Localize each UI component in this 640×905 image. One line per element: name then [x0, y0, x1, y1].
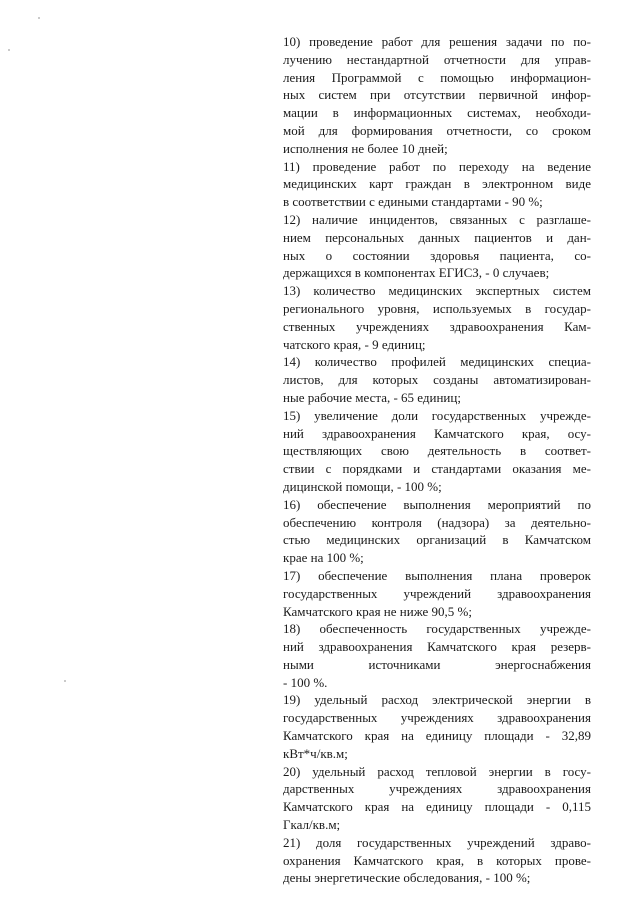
paragraph-line: дены энергетические обследования, - 100 %;: [283, 870, 531, 886]
paragraph-line: государственных учреждений здравоохранения: [283, 585, 591, 601]
paragraph-line: держащихся в компонентах ЕГИСЗ, - 0 случаев;: [283, 265, 550, 281]
paragraph-line: кВт*ч/кв.м;: [283, 745, 348, 761]
paragraph-line: мой для формирования отчетности, со сроком: [283, 122, 591, 138]
paragraph-line: ления Программой с помощью информацион-: [283, 69, 591, 85]
paragraph-line: стью медицинских организаций в Камчатском: [283, 532, 591, 548]
paragraph-line: государственных учреждениях здравоохранения: [283, 710, 591, 726]
document-text-column: [283, 33, 591, 887]
list-paragraph-item-17: [283, 567, 591, 620]
paragraph-line: ществляющих свою деятельность в соответ-: [283, 443, 591, 459]
paragraph-line: 18) обеспеченность государственных учрежде-: [283, 621, 591, 637]
scan-speck: [8, 49, 10, 51]
paragraph-line: ными источниками энергоснабжения: [283, 656, 591, 672]
paragraph-line: в соответствии с едиными стандартами - 90 %;: [283, 194, 543, 210]
paragraph-line: Гкал/кв.м;: [283, 817, 341, 833]
list-paragraph-item-15: [283, 407, 591, 496]
paragraph-line: 10) проведение работ для решения задачи по по-: [283, 34, 591, 49]
paragraph-line: - 100 %.: [283, 674, 328, 690]
paragraph-line: чатского края, - 9 единиц;: [283, 336, 426, 352]
paragraph-line: 14) количество профилей медицинских специа-: [283, 354, 591, 370]
paragraph-line: нием персональных данных пациентов и дан-: [283, 229, 591, 245]
list-paragraph-item-18: [283, 620, 591, 691]
paragraph-line: регионального уровня, используемых в государ-: [283, 300, 591, 316]
paragraph-line: Камчатского края не ниже 90,5 %;: [283, 603, 472, 619]
scan-speck: [64, 680, 66, 682]
paragraph-line: ные рабочие места, - 65 единиц;: [283, 389, 461, 405]
paragraph-line: 17) обеспечение выполнения плана проверок: [283, 567, 591, 583]
paragraph-line: ных систем при отсутствии первичной инфор-: [283, 87, 591, 103]
paragraph-line: 21) доля государственных учреждений здраво-: [283, 834, 591, 850]
list-paragraph-item-12: [283, 211, 591, 282]
paragraph-line: 19) удельный расход электрической энергии в: [283, 692, 591, 708]
paragraph-line: обеспечению контроля (надзора) за деятельно-: [283, 514, 591, 530]
paragraph-line: ний здравоохранения Камчатского края, осу-: [283, 425, 591, 441]
paragraph-line: исполнения не более 10 дней;: [283, 140, 448, 156]
paragraph-line: листов, для которых созданы автоматизирован-: [283, 372, 591, 388]
list-paragraph-item-13: [283, 282, 591, 353]
paragraph-line: дицинской помощи, - 100 %;: [283, 478, 442, 494]
paragraph-line: 11) проведение работ по переходу на ведение: [283, 158, 591, 174]
list-paragraph-item-21: [283, 834, 591, 887]
paragraph-line: ственных учреждениях здравоохранения Кам-: [283, 318, 591, 334]
paragraph-line: 13) количество медицинских экспертных систем: [283, 283, 591, 299]
paragraph-line: 12) наличие инцидентов, связанных с разглаше-: [283, 211, 591, 227]
paragraph-line: дарственных учреждениях здравоохранения: [283, 781, 591, 797]
paragraph-line: медицинских карт граждан в электронном виде: [283, 176, 591, 192]
paragraph-line: ний здравоохранения Камчатского края резерв-: [283, 639, 591, 655]
list-paragraph-item-19: [283, 691, 591, 762]
paragraph-line: Камчатского края на единицу площади - 32,89: [283, 728, 591, 744]
list-paragraph-item-11: [283, 158, 591, 211]
paragraph-line: лучению нестандартной отчетности для управ-: [283, 51, 591, 67]
scan-speck: [38, 17, 40, 19]
paragraph-line: 16) обеспечение выполнения мероприятий по: [283, 496, 591, 512]
paragraph-line: 15) увеличение доли государственных учрежде-: [283, 407, 591, 423]
list-paragraph-item-20: [283, 763, 591, 834]
paragraph-line: мации в информационных системах, необходи-: [283, 105, 591, 121]
list-paragraph-item-10: [283, 33, 591, 158]
paragraph-line: 20) удельный расход тепловой энергии в госу-: [283, 763, 591, 779]
list-paragraph-item-16: [283, 496, 591, 567]
paragraph-line: ных о состоянии здоровья пациента, со-: [283, 247, 591, 263]
paragraph-line: ствии с порядками и стандартами оказания ме-: [283, 461, 591, 477]
paragraph-line: охранения Камчатского края, в которых прове-: [283, 852, 591, 868]
list-paragraph-item-14: [283, 353, 591, 406]
paragraph-line: Камчатского края на единицу площади - 0,115: [283, 799, 591, 815]
paragraph-line: крае на 100 %;: [283, 550, 364, 566]
